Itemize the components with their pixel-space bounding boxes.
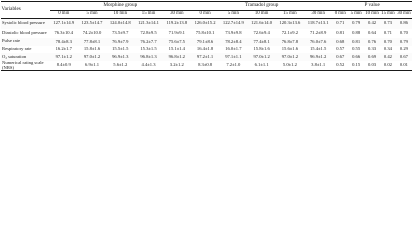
tramadol-value-cell: 72.6±9.4	[253, 29, 270, 35]
vital-signs-table	[1, 1, 412, 71]
time-header: 30 min	[396, 11, 412, 19]
p-value-cell: 0.70	[399, 29, 408, 35]
tramadol-value-cell: 122.7±14.9	[219, 19, 247, 29]
tramadol-value-cell: 6.1±1.1	[254, 62, 269, 68]
tramadol-value-cell: 126.0±15.2	[191, 19, 219, 29]
time-header: 0 min	[191, 11, 219, 19]
morphine-value-cell: 121.3±14.1	[134, 19, 162, 29]
p-value-cell: 0.79	[396, 38, 412, 46]
time-header: 10 min	[364, 11, 380, 19]
table-body	[1, 19, 412, 71]
p-value-cell: 0.67	[396, 53, 412, 61]
row-label: Diastolic blood pressure	[2, 29, 47, 35]
p-value-cell: 0.68	[332, 38, 348, 46]
morphine-value-cell: 96.8±1.3	[134, 53, 162, 61]
tramadol-value-cell: 97.2±1.1	[191, 53, 219, 61]
tramadol-value-cell: 5.0±1.2	[282, 62, 297, 68]
row-label: Respiratory rate	[2, 45, 32, 51]
table-row	[1, 46, 412, 54]
morphine-value-cell: 75.6±7.5	[163, 38, 191, 46]
table-row	[1, 53, 412, 61]
time-header-row	[1, 11, 412, 19]
table-row	[1, 29, 412, 39]
morphine-value-cell: 76.2±7.7	[134, 38, 162, 46]
morphine-value-cell: 96.8±1.2	[163, 53, 191, 61]
morphine-value-cell: 76.9±7.9	[106, 38, 134, 46]
tramadol-value-cell: 15.8±1.6	[253, 46, 270, 52]
tramadol-value-cell: 15.6±1.6	[281, 46, 299, 52]
time-header: 15 min	[380, 11, 396, 19]
p-value-cell: 0.42	[364, 19, 380, 29]
p-value-cell: 0.33	[368, 46, 377, 52]
p-value-cell: 0.86	[396, 19, 412, 29]
p-value-cell: 0.81	[348, 38, 364, 46]
tramadol-value-cell: 15.4±1.5	[310, 46, 327, 52]
time-header: 0 min	[332, 11, 348, 19]
p-value-cell: 0.15	[352, 62, 361, 68]
tramadol-group-header: Tramadol group	[191, 2, 332, 11]
p-value-cell: 0.66	[348, 53, 364, 61]
tramadol-value-cell: 76.0±7.6	[304, 38, 332, 46]
time-header: 30 min	[304, 11, 332, 19]
row-label: Systolic blood pressure	[1, 19, 50, 29]
morphine-value-cell: 127.1±14.9	[50, 19, 78, 29]
time-header: 5 min	[348, 11, 364, 19]
tramadol-value-cell: 79.1±8.6	[191, 38, 219, 46]
morphine-value-cell: 8.4±0.9	[56, 62, 71, 68]
time-header: 10 min	[106, 11, 134, 19]
time-header: 30 min	[163, 11, 191, 19]
p-value-cell: 0.70	[380, 38, 396, 46]
tramadol-value-cell: 16.4±1.8	[196, 46, 214, 52]
morphine-value-cell: 4.4±1.3	[141, 62, 156, 68]
tramadol-value-cell: 76.8±7.8	[276, 38, 304, 46]
morphine-value-cell: 15.8±1.6	[83, 46, 101, 52]
p-value-cell: 0.02	[383, 62, 392, 68]
group-header-row	[1, 2, 412, 11]
p-value-cell: 0.79	[348, 19, 364, 29]
morphine-value-cell: 3.2±1.2	[169, 62, 184, 68]
p-value-cell: 0.52	[336, 62, 345, 68]
data-table-container	[0, 0, 413, 87]
morphine-value-cell: 124.0±14.8	[106, 19, 134, 29]
morphine-value-cell: 78.4±8.3	[50, 38, 78, 46]
p-value-cell: 0.64	[368, 29, 377, 35]
tramadol-value-cell: 121.6±14.0	[247, 19, 275, 29]
p-value-cell: 0.34	[383, 46, 392, 52]
morphine-value-cell: 15.5±1.5	[112, 46, 129, 52]
morphine-group-header: Morphine group	[50, 2, 191, 11]
tramadol-value-cell: 97.0±1.2	[276, 53, 304, 61]
p-value-header: P value	[332, 2, 412, 11]
morphine-value-cell: 123.5±14.7	[78, 19, 106, 29]
morphine-value-cell: 16.2±1.7	[55, 46, 72, 52]
p-value-cell: 0.55	[352, 46, 361, 52]
tramadol-value-cell: 97.0±1.2	[247, 53, 275, 61]
p-value-cell: 0.29	[399, 46, 408, 52]
row-label: O₂ saturation	[1, 53, 50, 61]
p-value-cell: 0.71	[383, 29, 392, 35]
table-row	[1, 19, 412, 29]
morphine-value-cell: 72.8±9.5	[140, 29, 157, 35]
p-value-cell: 0.76	[364, 38, 380, 46]
p-value-cell: 0.88	[352, 29, 361, 35]
table-row	[1, 38, 412, 46]
time-header: 5 min	[78, 11, 106, 19]
morphine-value-cell: 6.9±1.1	[85, 62, 100, 68]
tramadol-value-cell: 73.9±9.8	[225, 29, 242, 35]
morphine-value-cell: 77.8±8.1	[78, 38, 106, 46]
morphine-value-cell: 74.2±10.0	[82, 29, 102, 35]
tramadol-value-cell: 97.1±1.1	[219, 53, 247, 61]
morphine-value-cell: 97.1±1.2	[50, 53, 78, 61]
tramadol-value-cell: 71.2±8.9	[310, 29, 327, 35]
p-value-cell: 0.42	[380, 53, 396, 61]
p-value-cell: 0.57	[336, 46, 345, 52]
morphine-value-cell: 71.9±9.1	[168, 29, 185, 35]
morphine-value-cell: 119.2±13.8	[163, 19, 191, 29]
p-value-cell: 0.69	[364, 53, 380, 61]
row-label: Pulse rate	[1, 38, 50, 46]
tramadol-value-cell: 96.9±1.2	[304, 53, 332, 61]
tramadol-value-cell: 78.2±8.4	[219, 38, 247, 46]
table-row	[1, 61, 412, 71]
p-value-cell: 0.03	[368, 62, 377, 68]
morphine-value-cell: 15.3±1.5	[140, 46, 157, 52]
p-value-cell: 0.81	[336, 29, 345, 35]
morphine-value-cell: 96.9±1.3	[106, 53, 134, 61]
tramadol-value-cell: 7.2±1.0	[226, 62, 241, 68]
tramadol-value-cell: 3.8±1.1	[311, 62, 326, 68]
tramadol-value-cell: 72.1±9.2	[281, 29, 299, 35]
morphine-value-cell: 76.3±10.4	[54, 29, 74, 35]
tramadol-value-cell: 8.3±0.8	[198, 62, 213, 68]
p-value-cell: 0.67	[332, 53, 348, 61]
morphine-value-cell: 73.5±9.7	[112, 29, 129, 35]
p-value-cell: 0.71	[332, 19, 348, 29]
morphine-value-cell: 5.6±1.2	[113, 62, 128, 68]
tramadol-value-cell: 75.8±10.1	[195, 29, 215, 35]
row-label: Numerical rating scale (NRS)	[2, 60, 44, 70]
time-header: 15 min	[134, 11, 162, 19]
time-header: 0 min	[50, 11, 78, 19]
variables-header: Variables	[1, 2, 50, 19]
p-value-cell: 0.01	[399, 62, 408, 68]
tramadol-value-cell: 77.4±8.1	[247, 38, 275, 46]
time-header: 15 min	[276, 11, 304, 19]
morphine-value-cell: 15.1±1.4	[168, 46, 185, 52]
tramadol-value-cell: 118.7±13.1	[304, 19, 332, 29]
tramadol-value-cell: 120.3±13.6	[276, 19, 304, 29]
p-value-cell: 0.73	[380, 19, 396, 29]
time-header: 5 min	[219, 11, 247, 19]
tramadol-value-cell: 16.0±1.7	[225, 46, 242, 52]
morphine-value-cell: 97.0±1.2	[78, 53, 106, 61]
time-header: 10 min	[247, 11, 275, 19]
